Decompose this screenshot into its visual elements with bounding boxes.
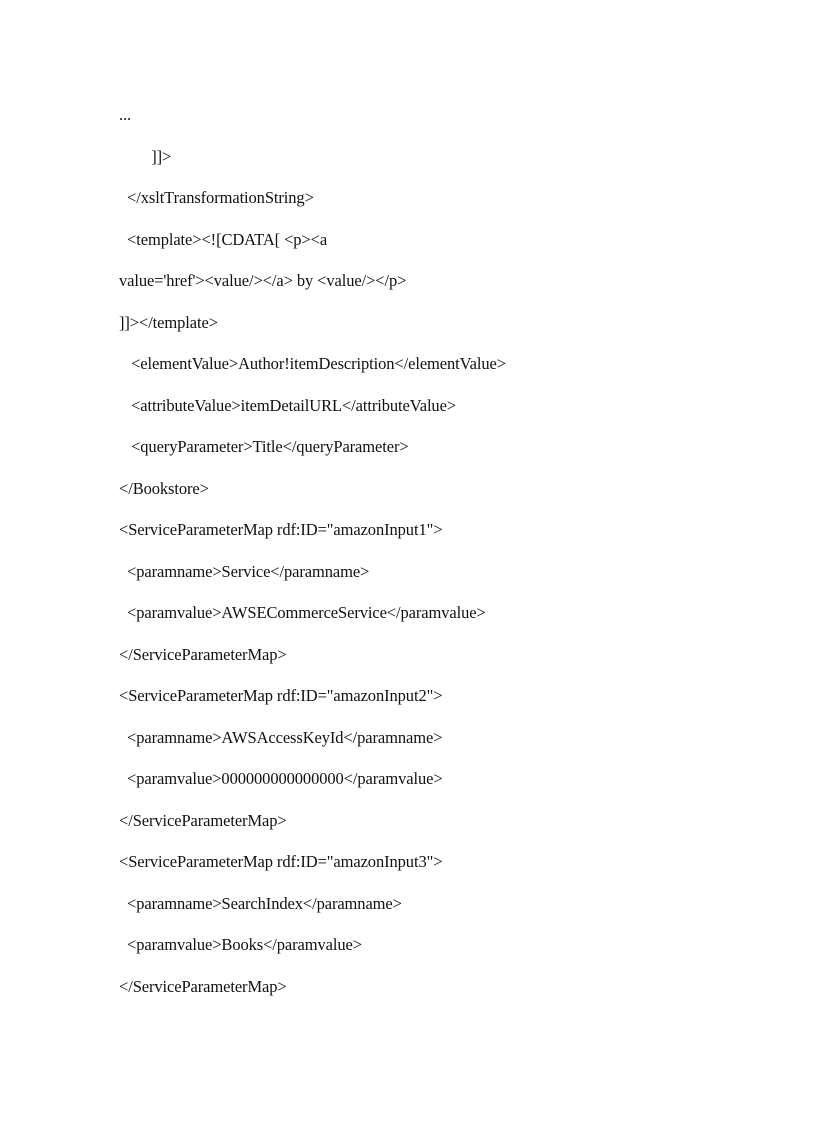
code-line: value='href'><value/></a> by <value/></p> [119, 271, 407, 290]
code-line: ]]></template> [119, 313, 218, 332]
code-line: <paramvalue>000000000000000</paramvalue> [119, 769, 443, 788]
code-line: <elementValue>Author!itemDescription</elementValue> [119, 354, 506, 373]
code-line: </ServiceParameterMap> [119, 811, 287, 830]
code-line: </Bookstore> [119, 479, 209, 498]
code-line: </xsltTransformationString> [119, 188, 314, 207]
code-line: </ServiceParameterMap> [119, 977, 287, 996]
code-line: <paramvalue>Books</paramvalue> [119, 935, 362, 954]
code-line: <ServiceParameterMap rdf:ID="amazonInput3"> [119, 852, 443, 871]
code-line: <attributeValue>itemDetailURL</attributeValue> [119, 396, 457, 415]
code-line: ]]> [119, 147, 172, 166]
code-line: <paramvalue>AWSECommerceService</paramvalue> [119, 603, 486, 622]
code-line: ... [119, 105, 132, 124]
code-line: <template><![CDATA[ <p><a [119, 230, 328, 249]
code-line: <paramname>SearchIndex</paramname> [119, 894, 402, 913]
code-line: </ServiceParameterMap> [119, 645, 287, 664]
code-line: <paramname>AWSAccessKeyId</paramname> [119, 728, 443, 747]
code-line: <ServiceParameterMap rdf:ID="amazonInput2"> [119, 686, 443, 705]
code-line: <queryParameter>Title</queryParameter> [119, 437, 409, 456]
code-line: <ServiceParameterMap rdf:ID="amazonInput1"> [119, 520, 443, 539]
code-line: <paramname>Service</paramname> [119, 562, 370, 581]
